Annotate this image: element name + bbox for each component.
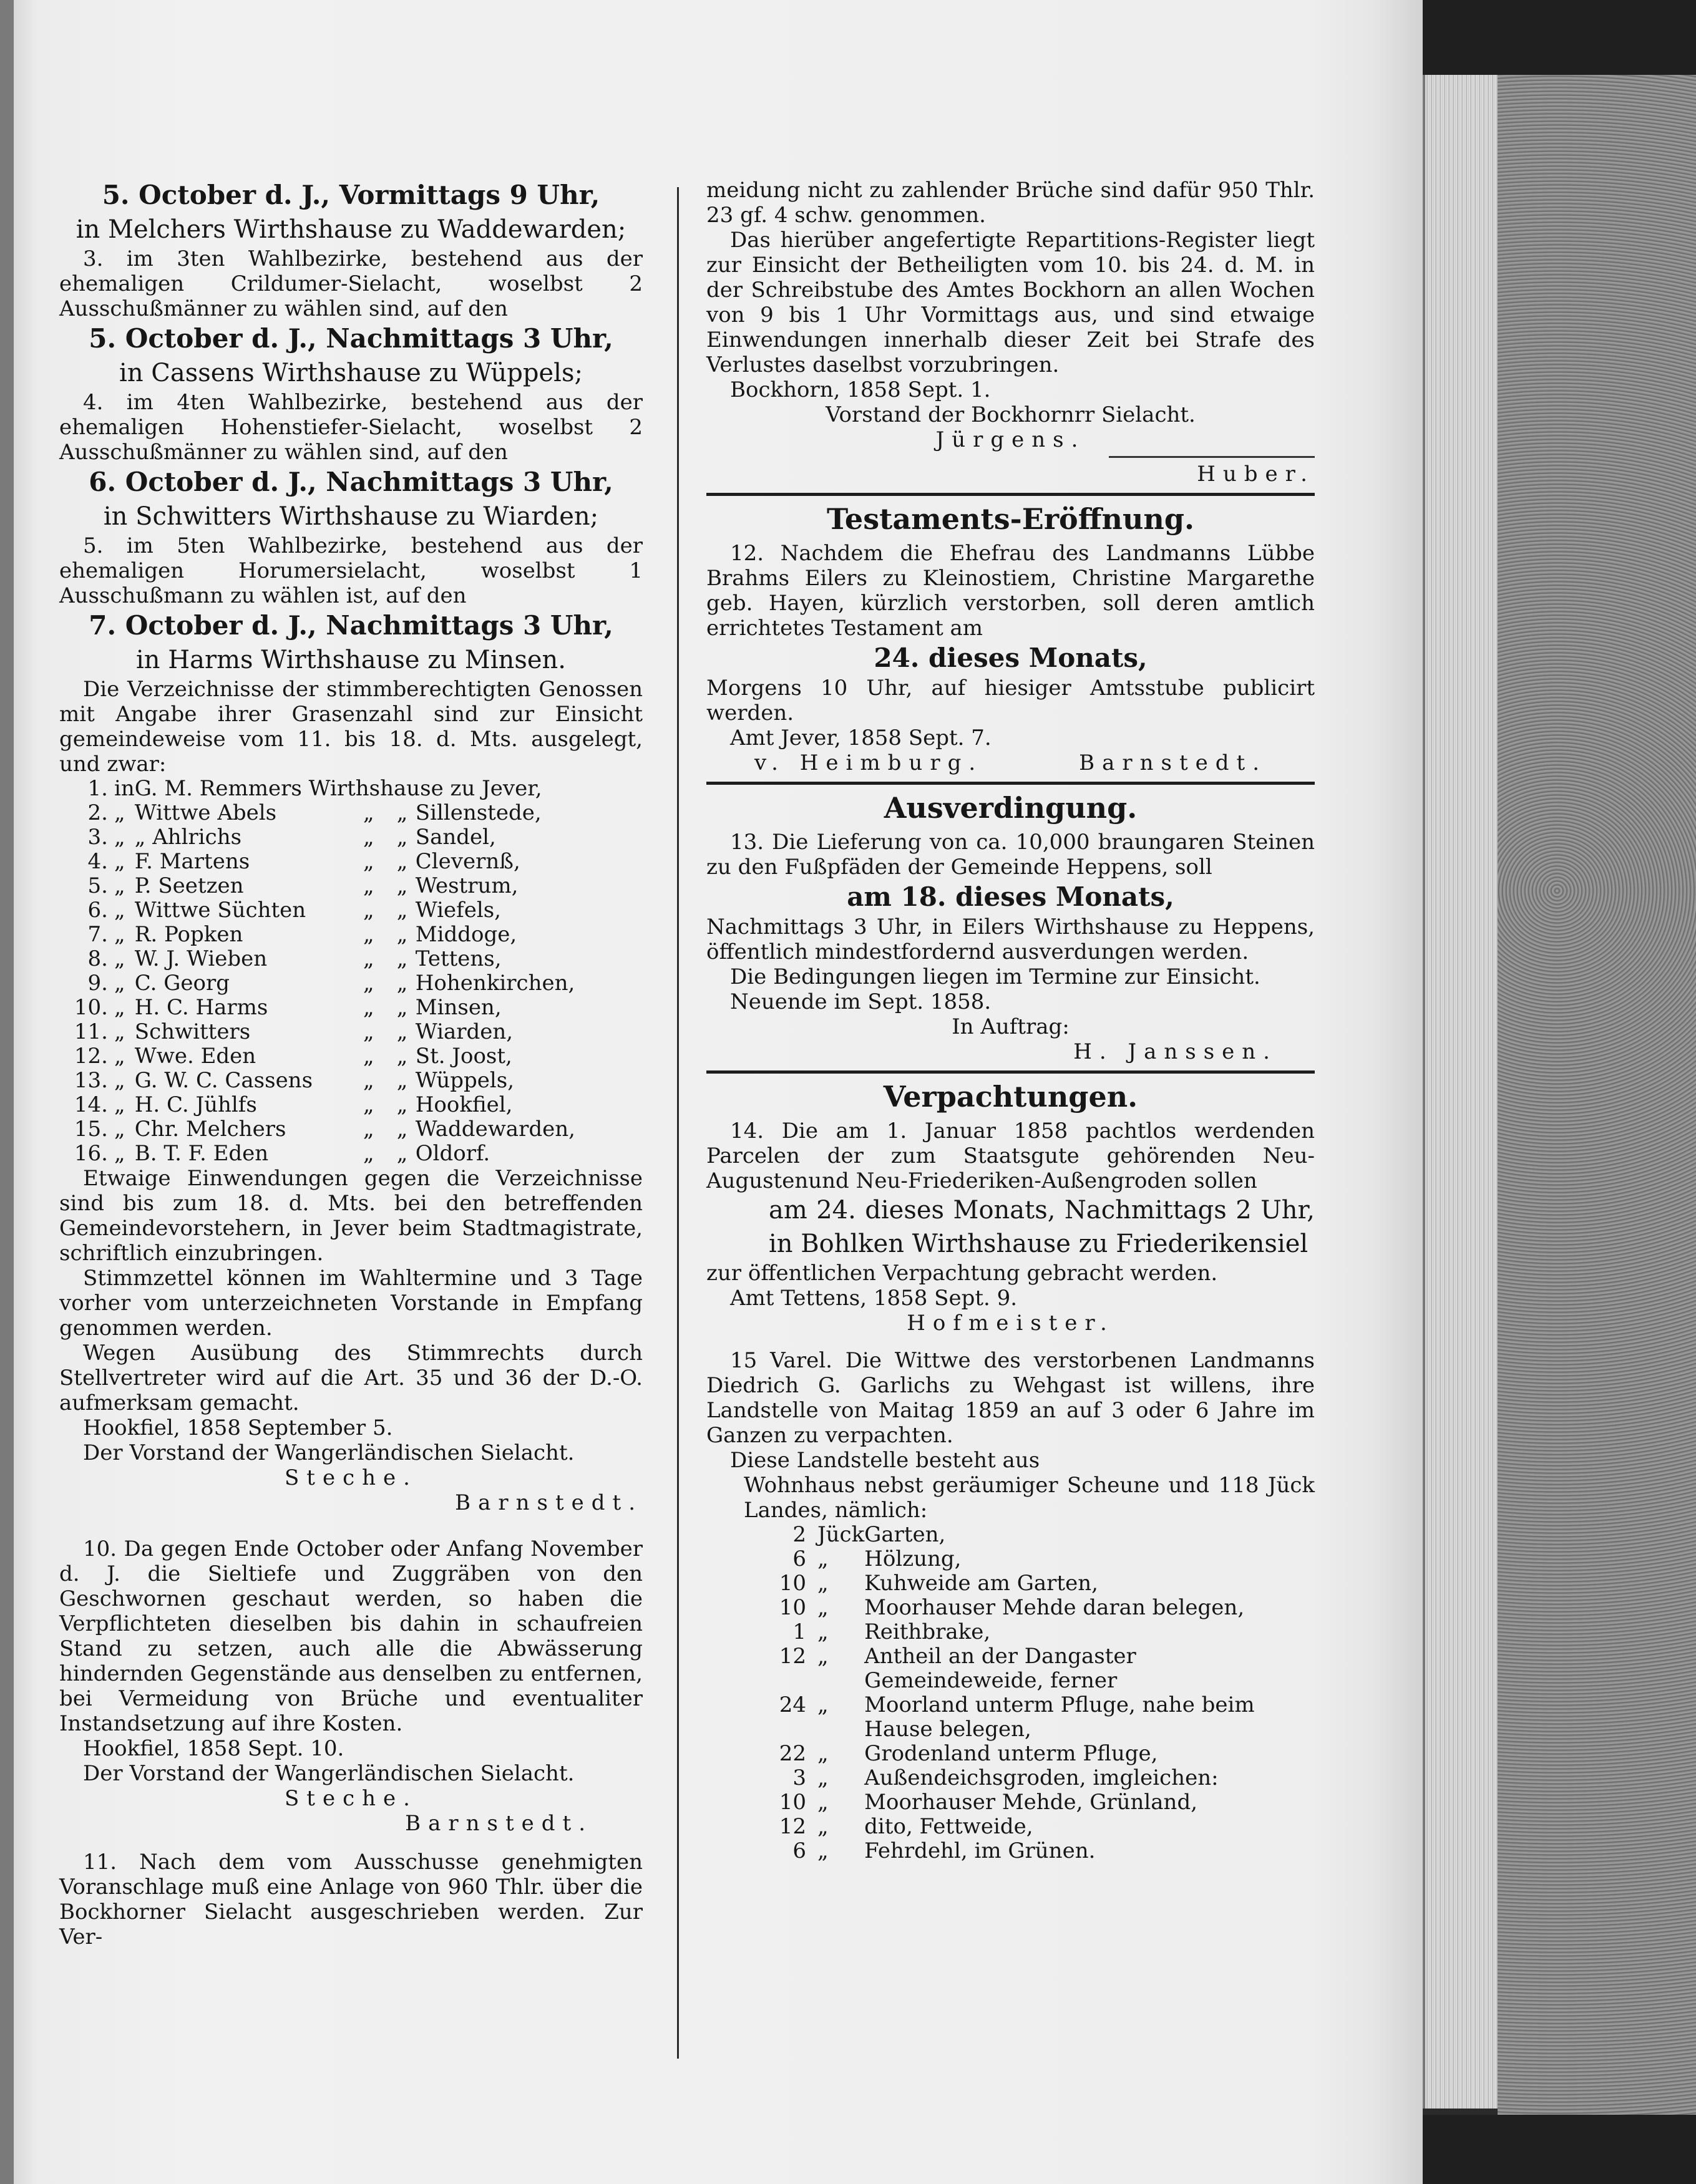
row-place: Wiefels, [415, 898, 501, 923]
land-u: Jück [817, 1522, 865, 1547]
row-dq2: „ [396, 825, 408, 850]
election-date-2: 5. October d. J., Nachmittags 3 Uhr, [89, 323, 613, 354]
row-n: 16. [74, 1141, 108, 1166]
land-u: „ [817, 1838, 829, 1863]
row-dq2: „ [396, 800, 408, 825]
row-n: 14. [74, 1092, 108, 1117]
ausverdingung-paragraph: 13. Die Lieferung von ca. 10,000 braungaren Steinen zu den Fußpfäden der Gemeinde Heppens, soll [706, 830, 1315, 880]
heading-ausverdingung: Ausverdingung. [884, 791, 1138, 825]
row-name: F. Martens [134, 849, 250, 874]
row-name: H. C. Jühlfs [134, 1092, 257, 1117]
land-amt: 10 [779, 1571, 806, 1596]
book-gutter [0, 0, 14, 2184]
voter-list-row [59, 1093, 643, 1117]
bockhorn-date: Bockhorn, 1858 Sept. 1. [730, 377, 991, 402]
row-dq2: „ [396, 873, 408, 898]
land-desc: Antheil an der Dangaster Gemeindeweide, ferner [864, 1644, 1136, 1693]
signature-janssen: H. Janssen. [1073, 1039, 1277, 1064]
voter-list-table [59, 777, 643, 1166]
row-dq2: „ [396, 898, 408, 923]
land-list-row [731, 1839, 1315, 1863]
ausverdingung-conditions: Die Bedingungen liegen im Termine zur Einsicht. [730, 964, 1260, 989]
voter-list-row [59, 1069, 643, 1093]
row-name: R. Popken [134, 922, 243, 947]
testament-signatures [706, 750, 1315, 775]
row-q: „ [114, 1141, 125, 1166]
land-list-row [731, 1523, 1315, 1547]
objections-paragraph: Etwaige Einwendungen gegen die Verzeichnisse sind bis zum 18. d. Mts. bei den betreffenden Gemeindevorstehern, in Jever beim Stadtmagistrate, schriftlich einzubringen. [59, 1166, 643, 1266]
notice-10-date: Hookfiel, 1858 Sept. 10. [83, 1736, 344, 1761]
row-n: 12. [74, 1044, 108, 1069]
voter-list-row [59, 1044, 643, 1069]
row-place: Tettens, [415, 946, 502, 971]
row-name: P. Seetzen [134, 873, 244, 898]
verpachtung-14-place: Amt Tettens, 1858 Sept. 9. [730, 1286, 1018, 1311]
testament-paragraph: 12. Nachdem die Ehefrau des Landmanns Lübbe Brahms Eilers zu Kleinostiem, Christine Margarethe geb. Hayen, kürzlich verstorben, soll deren amtlich errichtetes Testament am [706, 541, 1315, 641]
row-dq: „ [363, 1092, 374, 1117]
land-desc: Außendeichsgroden, imgleichen: [864, 1765, 1219, 1790]
row-n: 3. [87, 825, 108, 850]
board-line: Der Vorstand der Wangerländischen Sielacht. [83, 1761, 575, 1786]
notice-11-continuation: meidung nicht zu zahlender Brüche sind dafür 950 Thlr. 23 gf. 4 schw. genommen. [706, 178, 1315, 228]
row-dq: „ [363, 825, 374, 850]
land-list-row [731, 1742, 1315, 1766]
voter-list-row [59, 1142, 643, 1166]
election-place-2: in Cassens Wirthshause zu Wüppels; [119, 359, 583, 387]
right-column [706, 178, 1315, 1863]
row-dq: „ [363, 946, 374, 971]
row-dq: „ [363, 1141, 374, 1166]
row-n: 8. [87, 946, 108, 971]
land-desc: dito, Fettweide, [864, 1814, 1033, 1839]
row-place: Wüppels, [415, 1068, 515, 1093]
voter-list-row [59, 898, 643, 923]
land-u: „ [817, 1595, 829, 1620]
row-dq: „ [363, 1068, 374, 1093]
notice-11-paragraph: 11. Nach dem vom Ausschusse genehmigten Voranschlage muß eine Anlage von 960 Thlr. über die Bockhorner Sielacht ausgeschrieben werden. Zur Ver- [59, 1850, 643, 1949]
background-shadow [1423, 2115, 1696, 2184]
heading-verpachtungen: Verpachtungen. [883, 1080, 1138, 1114]
row-number: 1. [87, 776, 108, 801]
ausverdingung-time: Nachmittags 3 Uhr, in Eilers Wirthshause zu Heppens, öffentlich mindestfordernd ausverdungen werden. [706, 915, 1315, 964]
land-u: „ [817, 1741, 829, 1766]
row-q: „ [114, 800, 125, 825]
ballots-paragraph: Stimmzettel können im Wahltermine und 3 Tage vorher vom unterzeichneten Vorstande in Empfang genommen werden. [59, 1266, 643, 1341]
row-dq: „ [363, 1117, 374, 1142]
row-q: „ [114, 1092, 125, 1117]
land-list-table [731, 1523, 1315, 1863]
row-dq2: „ [396, 946, 408, 971]
signature-steche: Steche. [285, 1786, 417, 1811]
land-amt: 22 [779, 1741, 806, 1766]
verpachtung-14-date: am 24. dieses Monats, Nachmittags 2 Uhr, in Bohlken Wirthshause zu Friederikensiel [769, 1196, 1315, 1258]
row-q: „ [114, 971, 125, 996]
election-place-1: in Melchers Wirthshause zu Waddewarden; [76, 215, 626, 244]
ausverdingung-auftrag: In Auftrag: [952, 1014, 1070, 1039]
signature-hofmeister: Hofmeister. [907, 1311, 1114, 1336]
land-u: „ [817, 1765, 829, 1790]
row-name: Schwitters [134, 1019, 251, 1044]
row-place: Oldorf. [415, 1141, 490, 1166]
row-dq: „ [363, 971, 374, 996]
testament-date: 24. dieses Monats, [874, 643, 1148, 673]
row-q: „ [114, 1019, 125, 1044]
district-3-paragraph: 3. im 3ten Wahlbezirke, bestehend aus der ehemaligen Crildumer-Sielacht, woselbst 2 Ausschußmänner zu wählen sind, auf den [59, 246, 643, 321]
row-place: Sandel, [415, 825, 496, 850]
row-dq: „ [363, 898, 374, 923]
signature-barnstedt: Barnstedt. [405, 1811, 593, 1836]
voter-list-row [59, 947, 643, 971]
row-name: Chr. Melchers [134, 1117, 286, 1142]
election-date-1: 5. October d. J., Vormittags 9 Uhr, [102, 180, 600, 210]
land-amt: 10 [779, 1790, 806, 1815]
land-amt: 2 [792, 1522, 806, 1547]
row-dq2: „ [396, 1019, 408, 1044]
row-n: 2. [87, 800, 108, 825]
land-amt: 6 [792, 1838, 806, 1863]
row-place: Middoge, [415, 922, 517, 947]
row-dq2: „ [396, 1044, 408, 1069]
heading-testament: Testaments-Eröffnung. [826, 502, 1195, 536]
verpachtung-14-paragraph: 14. Die am 1. Januar 1858 pachtlos werdenden Parcelen der zum Staatsgute gehörenden Neu-Augustenund Neu-Friederiken-Außengroden sollen [706, 1119, 1315, 1193]
row-name: Wwe. Eden [134, 1044, 256, 1069]
district-5-paragraph: 5. im 5ten Wahlbezirke, bestehend aus der ehemaligen Horumersielacht, woselbst 1 Ausschußmann zu wählen ist, auf den [59, 533, 643, 608]
row-name: H. C. Harms [134, 995, 268, 1020]
voter-list-row [59, 1117, 643, 1142]
land-u: „ [817, 1644, 829, 1669]
land-list-row [731, 1547, 1315, 1571]
row-dq2: „ [396, 1117, 408, 1142]
election-place-3: in Schwitters Wirthshause zu Wiarden; [103, 502, 599, 531]
election-place-4: in Harms Wirthshause zu Minsen. [135, 646, 566, 674]
voter-list-row [59, 971, 643, 996]
row-dq2: „ [396, 849, 408, 874]
land-desc: Fehrdehl, im Grünen. [864, 1838, 1096, 1863]
ausverdingung-place-date: Neuende im Sept. 1858. [730, 989, 992, 1014]
page-edges [1423, 75, 1500, 2109]
land-u: „ [817, 1546, 829, 1571]
row-n: 15. [74, 1117, 108, 1142]
land-u: „ [817, 1814, 829, 1839]
signature-barnstedt: Barnstedt. [1079, 750, 1267, 775]
election-date-4: 7. October d. J., Nachmittags 3 Uhr, [89, 610, 613, 641]
voter-list-row [59, 801, 643, 825]
row-q: „ [114, 1044, 125, 1069]
land-list-row [731, 1815, 1315, 1839]
row-dq: „ [363, 995, 374, 1020]
row-n: 4. [87, 849, 108, 874]
row-dq2: „ [396, 971, 408, 996]
left-column [59, 178, 643, 1949]
voter-list-row [59, 850, 643, 874]
row-q: „ [114, 922, 125, 947]
background-shadow [1423, 0, 1696, 75]
row-n: 5. [87, 873, 108, 898]
row-place: Waddewarden, [415, 1117, 575, 1142]
land-desc: Kuhweide am Garten, [864, 1571, 1098, 1596]
land-amt: 12 [779, 1814, 806, 1839]
row-dq: „ [363, 849, 374, 874]
land-desc: Hölzung, [864, 1546, 962, 1571]
row-dq: „ [363, 800, 374, 825]
landstelle-house: Wohnhaus nebst geräumiger Scheune und 118 Jück Landes, nämlich: [744, 1473, 1315, 1523]
voter-list-row [59, 874, 643, 898]
election-date-3: 6. October d. J., Nachmittags 3 Uhr, [89, 467, 613, 497]
row-dq2: „ [396, 922, 408, 947]
land-amt: 10 [779, 1595, 806, 1620]
land-list-row [731, 1596, 1315, 1620]
land-u: „ [817, 1619, 829, 1644]
row-q: „ [114, 873, 125, 898]
land-amt: 3 [792, 1765, 806, 1790]
row-name: W. J. Wieben [134, 946, 268, 971]
row-place: St. Joost, [415, 1044, 512, 1069]
testament-time: Morgens 10 Uhr, auf hiesiger Amtsstube publicirt werden. [706, 676, 1315, 726]
row-dq: „ [363, 922, 374, 947]
register-paragraph: Das hierüber angefertigte Repartitions-Register liegt zur Einsicht der Betheiligten vom 10. bis 24. d. M. in der Schreibstube des Amtes Bockhorn an allen Wochen von 9 bis 1 Uhr Vormittags aus, und sind etwaige Einwendungen innerhalb dieser Zeit bei Strafe des Verlustes daselbst vorzubringen. [706, 228, 1315, 377]
testament-place-date: Amt Jever, 1858 Sept. 7. [730, 726, 992, 750]
land-list-row [731, 1620, 1315, 1644]
bockhorn-board: Vorstand der Bockhornrr Sielacht. [826, 402, 1196, 427]
land-list-row [731, 1644, 1315, 1693]
land-amt: 12 [779, 1644, 806, 1669]
signature-juergens: Jürgens. [935, 427, 1086, 452]
row-prefix: in [114, 776, 135, 801]
row-q: „ [114, 1117, 125, 1142]
signature-heimburg: v. Heimburg. [754, 750, 983, 775]
row-name: G. M. Remmers Wirthshause zu Jever, [134, 776, 542, 801]
land-desc: Moorland unterm Pfluge, nahe beim Hause belegen, [864, 1692, 1255, 1742]
row-n: 13. [74, 1068, 108, 1093]
row-place: Hohenkirchen, [415, 971, 575, 996]
land-u: „ [817, 1790, 829, 1815]
district-4-paragraph: 4. im 4ten Wahlbezirke, bestehend aus der ehemaligen Hohenstiefer-Sielacht, woselbst 2 Ausschußmänner zu wählen sind, auf den [59, 390, 643, 465]
row-n: 11. [74, 1019, 108, 1044]
row-place: Wiarden, [415, 1019, 514, 1044]
row-dq: „ [363, 1019, 374, 1044]
ausverdingung-date: am 18. dieses Monats, [847, 881, 1174, 912]
row-name: C. Georg [134, 971, 230, 996]
landstelle-intro: Diese Landstelle besteht aus [730, 1448, 1040, 1473]
land-list-row [731, 1693, 1315, 1742]
verpachtung-15-paragraph: 15 Varel. Die Wittwe des verstorbenen Landmanns Diedrich G. Garlichs zu Wehgast ist willens, ihre Landstelle von Maitag 1859 an auf 3 oder 6 Jahre im Ganzen zu verpachten. [706, 1348, 1315, 1448]
book-cover [1498, 75, 1696, 2115]
land-u: „ [817, 1571, 829, 1596]
row-place: Sillenstede, [415, 800, 542, 825]
row-n: 9. [87, 971, 108, 996]
voter-list-row [59, 923, 643, 947]
land-desc: Moorhauser Mehde daran belegen, [864, 1595, 1245, 1620]
voter-list-row [59, 1020, 643, 1044]
row-place: Westrum, [415, 873, 519, 898]
row-n: 10. [74, 995, 108, 1020]
land-desc: Grodenland unterm Pfluge, [864, 1741, 1158, 1766]
proxy-paragraph: Wegen Ausübung des Stimmrechts durch Stellvertreter wird auf die Art. 35 und 36 der D.-O. aufmerksam gemacht. [59, 1341, 643, 1415]
row-dq2: „ [396, 1141, 408, 1166]
row-name: Wittwe Abels [134, 800, 277, 825]
verpachtung-14-text: zur öffentlichen Verpachtung gebracht werden. [706, 1261, 1218, 1286]
row-n: 6. [87, 898, 108, 923]
voter-lists-paragraph: Die Verzeichnisse der stimmberechtigten Genossen mit Angabe ihrer Grasenzahl sind zur Einsicht gemeindeweise vom 11. bis 18. d. Mts. ausgelegt, und zwar: [59, 677, 643, 777]
row-name: G. W. C. Cassens [134, 1068, 313, 1093]
column-divider [677, 187, 679, 2059]
row-name: Wittwe Süchten [134, 898, 306, 923]
notice-10-paragraph: 10. Da gegen Ende October oder Anfang November d. J. die Sieltiefe und Zuggräben von den Geschwornen geschaut werden, so haben die Verpflichteten dieselben bis dahin in schaufreien Stand zu setzen, auch alle die Abwässerung hindernden Gegenstände aus denselben zu entfernen, bei Vermeidung von Brüche und eventualiter Instandsetzung auf ihre Kosten. [59, 1536, 643, 1736]
signature-huber: Huber. [1197, 462, 1315, 487]
row-dq2: „ [396, 1068, 408, 1093]
signature-barnstedt: Barnstedt. [455, 1490, 643, 1515]
row-dq2: „ [396, 1092, 408, 1117]
row-place: Minsen, [415, 995, 502, 1020]
land-list-row [731, 1790, 1315, 1815]
land-amt: 24 [779, 1692, 806, 1717]
row-q: „ [114, 1068, 125, 1093]
row-name: B. T. F. Eden [134, 1141, 269, 1166]
land-desc: Reithbrake, [864, 1619, 991, 1644]
land-list-row [731, 1766, 1315, 1790]
row-dq2: „ [396, 995, 408, 1020]
voter-list-row [59, 825, 643, 850]
row-dq: „ [363, 873, 374, 898]
row-dq: „ [363, 1044, 374, 1069]
voter-list-row [59, 996, 643, 1020]
land-list-row [731, 1571, 1315, 1596]
land-amt: 1 [792, 1619, 806, 1644]
row-place: Hookfiel, [415, 1092, 513, 1117]
row-q: „ [114, 849, 125, 874]
row-place: Clevernß, [415, 849, 520, 874]
row-q: „ [114, 946, 125, 971]
row-q: „ [114, 898, 125, 923]
signature-steche: Steche. [285, 1465, 417, 1490]
voter-list-row [59, 777, 643, 801]
land-desc: Moorhauser Mehde, Grünland, [864, 1790, 1198, 1815]
land-amt: 6 [792, 1546, 806, 1571]
land-desc: Garten, [864, 1522, 946, 1547]
row-q: „ [114, 995, 125, 1020]
row-n: 7. [87, 922, 108, 947]
land-u: „ [817, 1692, 829, 1717]
notice-date: Hookfiel, 1858 September 5. [83, 1415, 393, 1440]
board-line: Der Vorstand der Wangerländischen Sielacht. [83, 1440, 575, 1465]
row-name: „ Ahlrichs [134, 825, 242, 850]
row-q: „ [114, 825, 125, 850]
